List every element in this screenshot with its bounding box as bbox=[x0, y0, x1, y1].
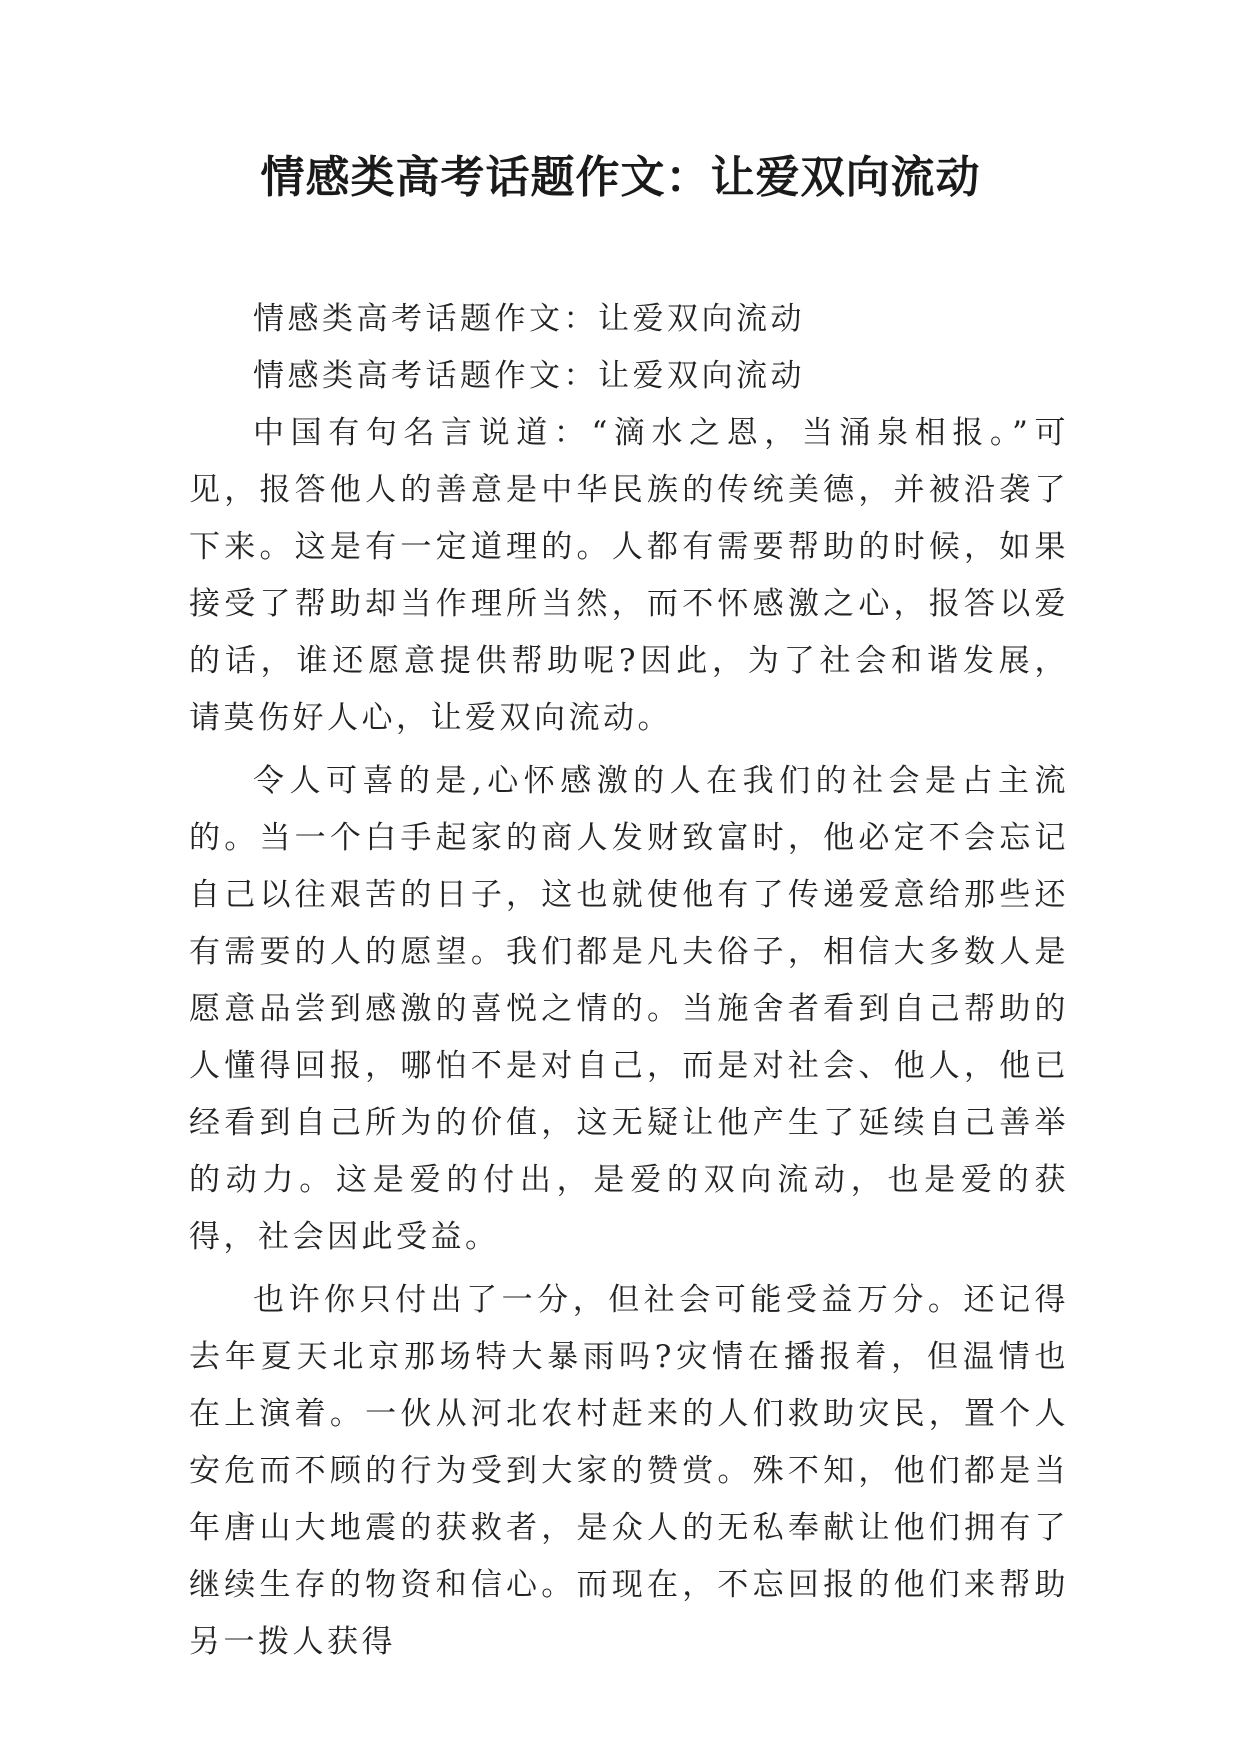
paragraph-intro: 中国有句名言说道：“滴水之恩，当涌泉相报。”可见，报答他人的善意是中华民族的传统美德，并被沿袭了下来。这是有一定道理的。人都有需要帮助的时候，如果接受了帮助却当作理所当然，而不怀感激之心，报答以爱的话，谁还愿意提供帮助呢?因此，为了社会和谐发展，请莫伤好人心，让爱双向流动。 bbox=[189, 415, 1069, 736]
document-body bbox=[189, 291, 1069, 1671]
document-title: 情感类高考话题作文：让爱双向流动 bbox=[260, 152, 981, 203]
paragraph-subtitle-2: 情感类高考话题作文：让爱双向流动 bbox=[253, 358, 805, 394]
paragraph-third: 也许你只付出了一分，但社会可能受益万分。还记得去年夏天北京那场特大暴雨吗?灾情在播报着，但温情也在上演着。一伙从河北农村赶来的人们救助灾民，置个人安危而不顾的行为受到大家的赞赏。殊不知，他们都是当年唐山大地震的获救者，是众人的无私奉献让他们拥有了继续生存的物资和信心。而现在，不忘回报的他们来帮助另一拨人获得 bbox=[189, 1282, 1069, 1660]
paragraph-second: 令人可喜的是,心怀感激的人在我们的社会是占主流的。当一个白手起家的商人发财致富时，他必定不会忘记自己以往艰苦的日子，这也就使他有了传递爱意给那些还有需要的人的愿望。我们都是凡夫俗子，相信大多数人是愿意品尝到感激的喜悦之情的。当施舍者看到自己帮助的人懂得回报，哪怕不是对自己，而是对社会、他人，他已经看到自己所为的价值，这无疑让他产生了延续自己善举的动力。这是爱的付出，是爱的双向流动，也是爱的获得，社会因此受益。 bbox=[189, 763, 1069, 1255]
paragraph-subtitle-1: 情感类高考话题作文：让爱双向流动 bbox=[253, 301, 805, 337]
